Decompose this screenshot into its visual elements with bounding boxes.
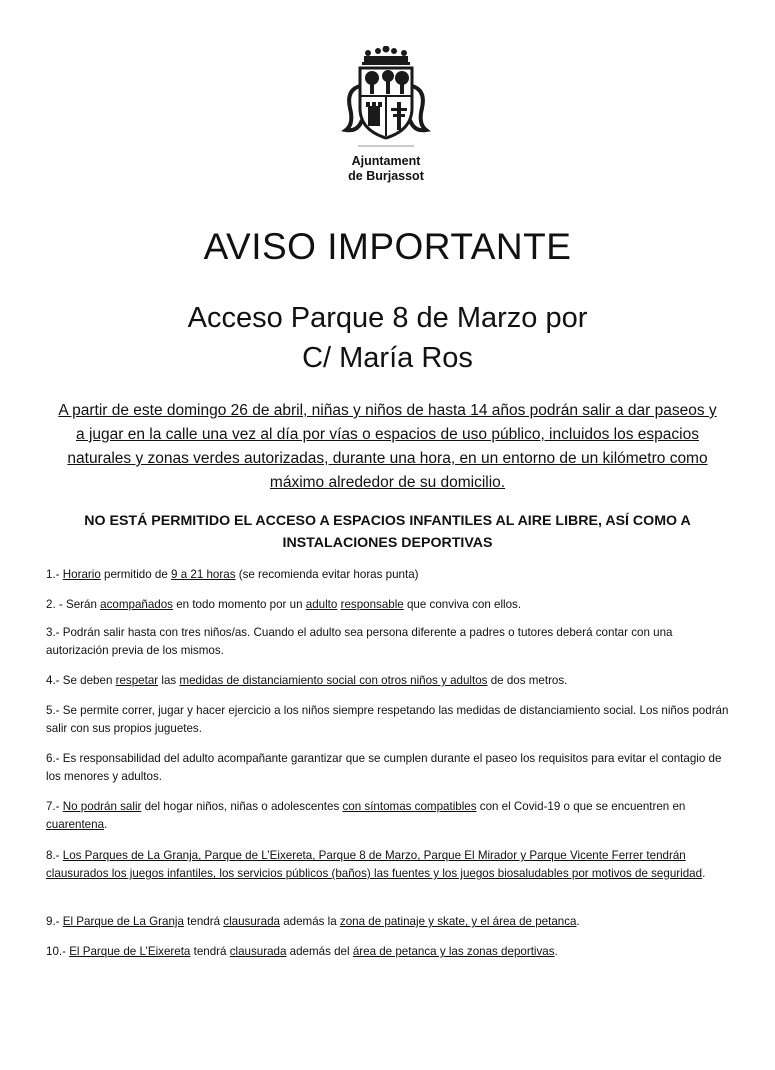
- municipal-logo: [336, 46, 436, 216]
- rule-item-8: 8.- Los Parques de La Granja, Parque de L’Eixereta, Parque 8 de Marzo, Parque El Mirador y Parque Vicente Ferrer tendrán clausurados los juegos infantiles, los servicios públicos (baños) las fuentes y los juegos biosaludables por motivos de seguridad.: [46, 849, 706, 880]
- rule-item-3: 3.- Podrán salir hasta con tres niños/as. Cuando el adulto sea persona diferente a padres o tutores deberá contar con una autorización previa de los mismos.: [46, 626, 673, 657]
- notice-subtitle: [0, 298, 775, 378]
- rule-item-9: 9.- El Parque de La Granja tendrá clausurada además la zona de patinaje y skate, y el área de petanca.: [46, 915, 580, 928]
- rule-item-1: 1.- Horario permitido de 9 a 21 horas (se recomienda evitar horas punta): [46, 568, 419, 581]
- rule-item-4: 4.- Se deben respetar las medidas de distanciamiento social con otros niños y adultos de dos metros.: [46, 674, 568, 687]
- rule-item-7: 7.- No podrán salir del hogar niños, niñas o adolescentes con síntomas compatibles con el Covid-19 o que se encuentren en cuarentena.: [46, 800, 686, 831]
- municipal-name: [336, 154, 436, 184]
- rule-item-5: 5.- Se permite correr, jugar y hacer ejercicio a los niños siempre respetando las medidas de distanciamiento social. Los niños podrán salir con sus propios juguetes.: [46, 704, 729, 735]
- rule-item-10: 10.- El Parque de L’Eixereta tendrá clausurada además del área de petanca y las zonas deportivas.: [46, 945, 558, 958]
- subtitle-line2: C/ María Ros: [302, 342, 473, 374]
- subtitle-line1: Acceso Parque 8 de Marzo por: [187, 302, 588, 334]
- municipal-name-line2: de Burjassot: [348, 169, 424, 183]
- municipal-name-line1: Ajuntament: [351, 154, 421, 168]
- intro-paragraph: A partir de este domingo 26 de abril, niñas y niños de hasta 14 años podrán salir a dar paseos y a jugar en la calle una vez al día por vías o espacios de uso público, incluidos los espacios naturales y zonas verdes autorizadas, durante una hora, en un entorno de un kilómetro como máximo alrededor de su domicilio.: [58, 402, 717, 491]
- notice-title: AVISO IMPORTANTE: [203, 226, 572, 267]
- warning-heading: NO ESTÁ PERMITIDO EL ACCESO A ESPACIOS INFANTILES AL AIRE LIBRE, ASÍ COMO A INSTALACIONES DEPORTIVAS: [84, 513, 691, 551]
- rule-item-2: 2. - Serán acompañados en todo momento por un adulto responsable que conviva con ellos.: [46, 598, 522, 611]
- coat-of-arms-icon: [338, 46, 434, 150]
- rule-item-6: 6.- Es responsabilidad del adulto acompañante garantizar que se cumplen durante el paseo los requisitos para evitar el contagio de los menores y adultos.: [46, 752, 722, 783]
